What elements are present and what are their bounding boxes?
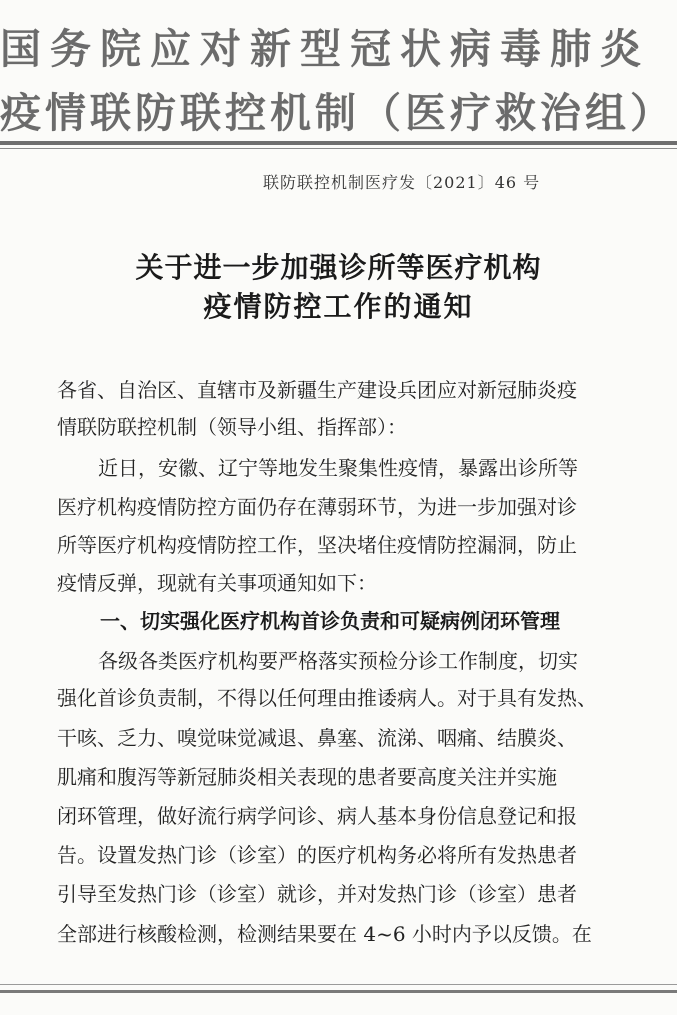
section1-paragraph-line: 干咳、乏力、嗅觉味觉减退、鼻塞、流涕、咽痛、结膜炎、 bbox=[57, 726, 577, 750]
document-number: 联防联控机制医疗发〔2021〕46 号 bbox=[263, 173, 541, 192]
section1-paragraph-line: 全部进行核酸检测，检测结果要在 4~6 小时内予以反馈。在 bbox=[57, 922, 592, 946]
footer-rule-thick bbox=[0, 990, 677, 993]
document-title-line2: 疫情防控工作的通知 bbox=[203, 290, 474, 323]
section1-paragraph-line: 引导至发热门诊（诊室）就诊，并对发热门诊（诊室）患者 bbox=[57, 882, 577, 906]
footer-rule-thin bbox=[0, 984, 677, 985]
salutation-line: 各省、自治区、直辖市及新疆生产建设兵团应对新冠肺炎疫 bbox=[57, 378, 577, 402]
header-rule-thin bbox=[0, 148, 677, 149]
intro-paragraph-line: 医疗机构疫情防控方面仍存在薄弱环节，为进一步加强对诊 bbox=[57, 495, 577, 519]
section1-paragraph-line: 各级各类医疗机构要严格落实预检分诊工作制度，切实 bbox=[98, 649, 578, 673]
salutation-line: 情联防联控机制（领导小组、指挥部）： bbox=[57, 415, 407, 439]
intro-paragraph-line: 近日，安徽、辽宁等地发生聚集性疫情，暴露出诊所等 bbox=[98, 456, 578, 480]
section1-paragraph-line: 闭环管理，做好流行病学问诊、病人基本身份信息登记和报 bbox=[57, 804, 577, 828]
section1-paragraph-line: 肌痛和腹泻等新冠肺炎相关表现的患者要高度关注并实施 bbox=[57, 765, 557, 789]
header-rule-thick bbox=[0, 141, 677, 145]
header-title-line2: 疫情联防联控机制（医疗救治组） bbox=[0, 89, 675, 137]
section1-paragraph-line: 强化首诊负责制，不得以任何理由推诿病人。对于具有发热、 bbox=[57, 686, 597, 710]
section-heading-1: 一、切实强化医疗机构首诊负责和可疑病例闭环管理 bbox=[100, 609, 560, 633]
document-title-line1: 关于进一步加强诊所等医疗机构 bbox=[135, 251, 542, 284]
section1-paragraph-line: 告。设置发热门诊（诊室）的医疗机构务必将所有发热患者 bbox=[57, 843, 577, 867]
intro-paragraph-line: 疫情反弹，现就有关事项通知如下： bbox=[57, 571, 377, 595]
intro-paragraph-line: 所等医疗机构疫情防控工作，坚决堵住疫情防控漏洞，防止 bbox=[57, 533, 577, 557]
header-title-line1: 国务院应对新型冠状病毒肺炎 bbox=[0, 25, 650, 73]
